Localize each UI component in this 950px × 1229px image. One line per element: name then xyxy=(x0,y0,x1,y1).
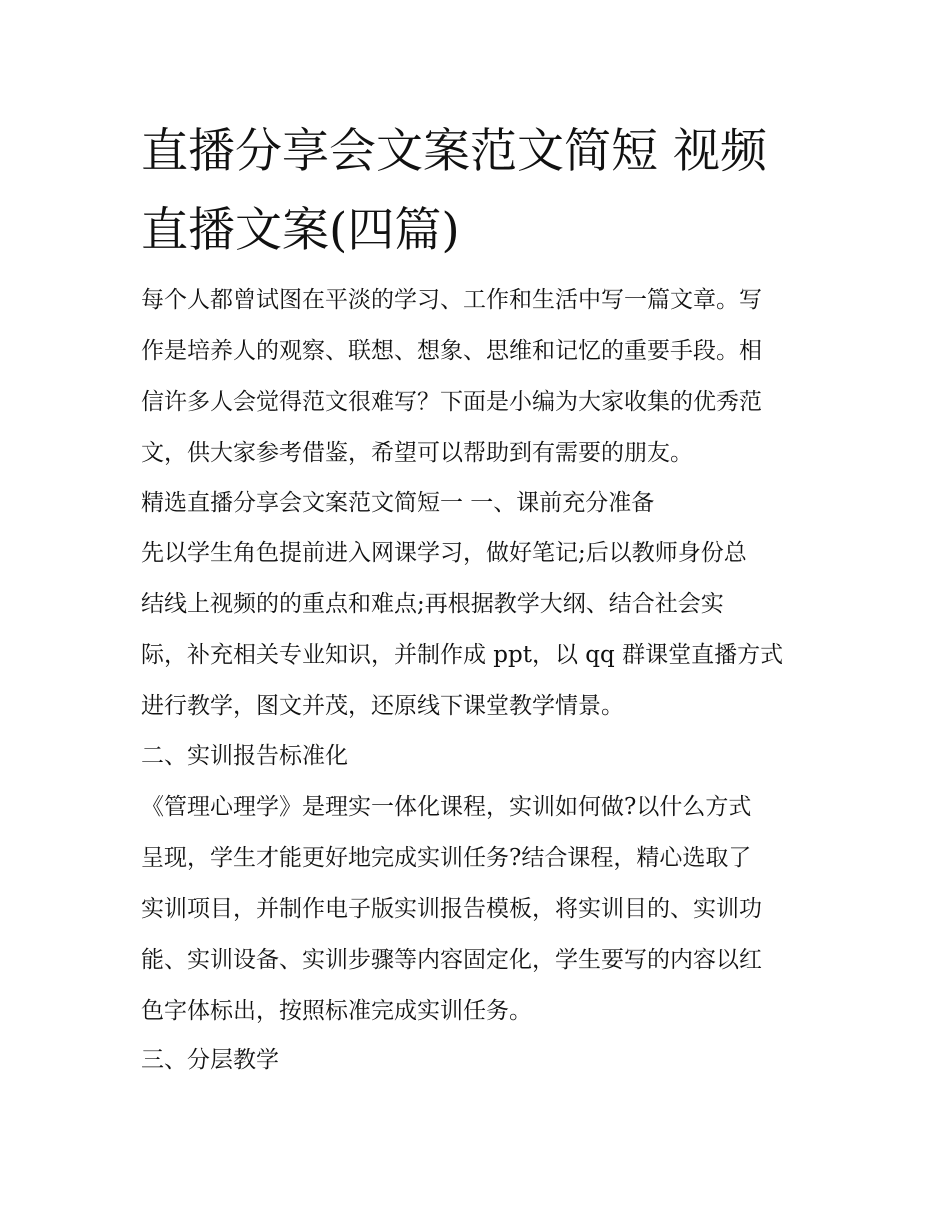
title-line: 直播分享会文案范文简短 视频 xyxy=(141,124,767,179)
section-2-line: 色字体标出，按照标准完成实训任务。 xyxy=(141,998,532,1024)
section-heading-text: 三、分层教学 xyxy=(141,1047,279,1073)
intro-paragraph xyxy=(141,275,762,479)
section-1-paragraph xyxy=(141,528,783,732)
intro-line: 文，供大家参考借鉴，希望可以帮助到有需要的朋友。 xyxy=(141,440,693,466)
section-1-line: 际，补充相关专业知识，并制作成 ppt，以 qq 群课堂直播方式 xyxy=(141,642,784,668)
section-2-line: 呈现，学生才能更好地完成实训任务?结合课程，精心选取了 xyxy=(141,845,752,871)
intro-line: 每个人都曾试图在平淡的学习、工作和生活中写一篇文章。写 xyxy=(141,287,762,313)
section-2-heading xyxy=(141,731,348,782)
section-heading-text: 精选直播分享会文案范文简短一 一、课前充分准备 xyxy=(141,490,655,516)
intro-line: 信许多人会觉得范文很难写？下面是小编为大家收集的优秀范 xyxy=(141,389,762,415)
section-2-line: 《管理心理学》是理实一体化课程，实训如何做?以什么方式 xyxy=(141,794,752,820)
section-1-heading xyxy=(141,478,654,529)
section-1-line: 进行教学，图文并茂，还原线下课堂教学情景。 xyxy=(141,693,624,719)
section-2-line: 实训项目，并制作电子版实训报告模板，将实训目的、实训功 xyxy=(141,896,762,922)
section-heading-text: 二、实训报告标准化 xyxy=(141,743,348,769)
document-title xyxy=(141,112,821,270)
intro-line: 作是培养人的观察、联想、想象、思维和记忆的重要手段。相 xyxy=(141,338,762,364)
section-1-line: 先以学生角色提前进入网课学习，做好笔记;后以教师身份总 xyxy=(141,540,747,566)
section-3-heading xyxy=(141,1035,279,1086)
section-1-line: 结线上视频的的重点和难点;再根据教学大纲、结合社会实 xyxy=(141,591,724,617)
title-line: 直播文案(四篇) xyxy=(141,203,460,258)
section-2-paragraph xyxy=(141,782,762,1037)
section-2-line: 能、实训设备、实训步骤等内容固定化，学生要写的内容以红 xyxy=(141,947,762,973)
